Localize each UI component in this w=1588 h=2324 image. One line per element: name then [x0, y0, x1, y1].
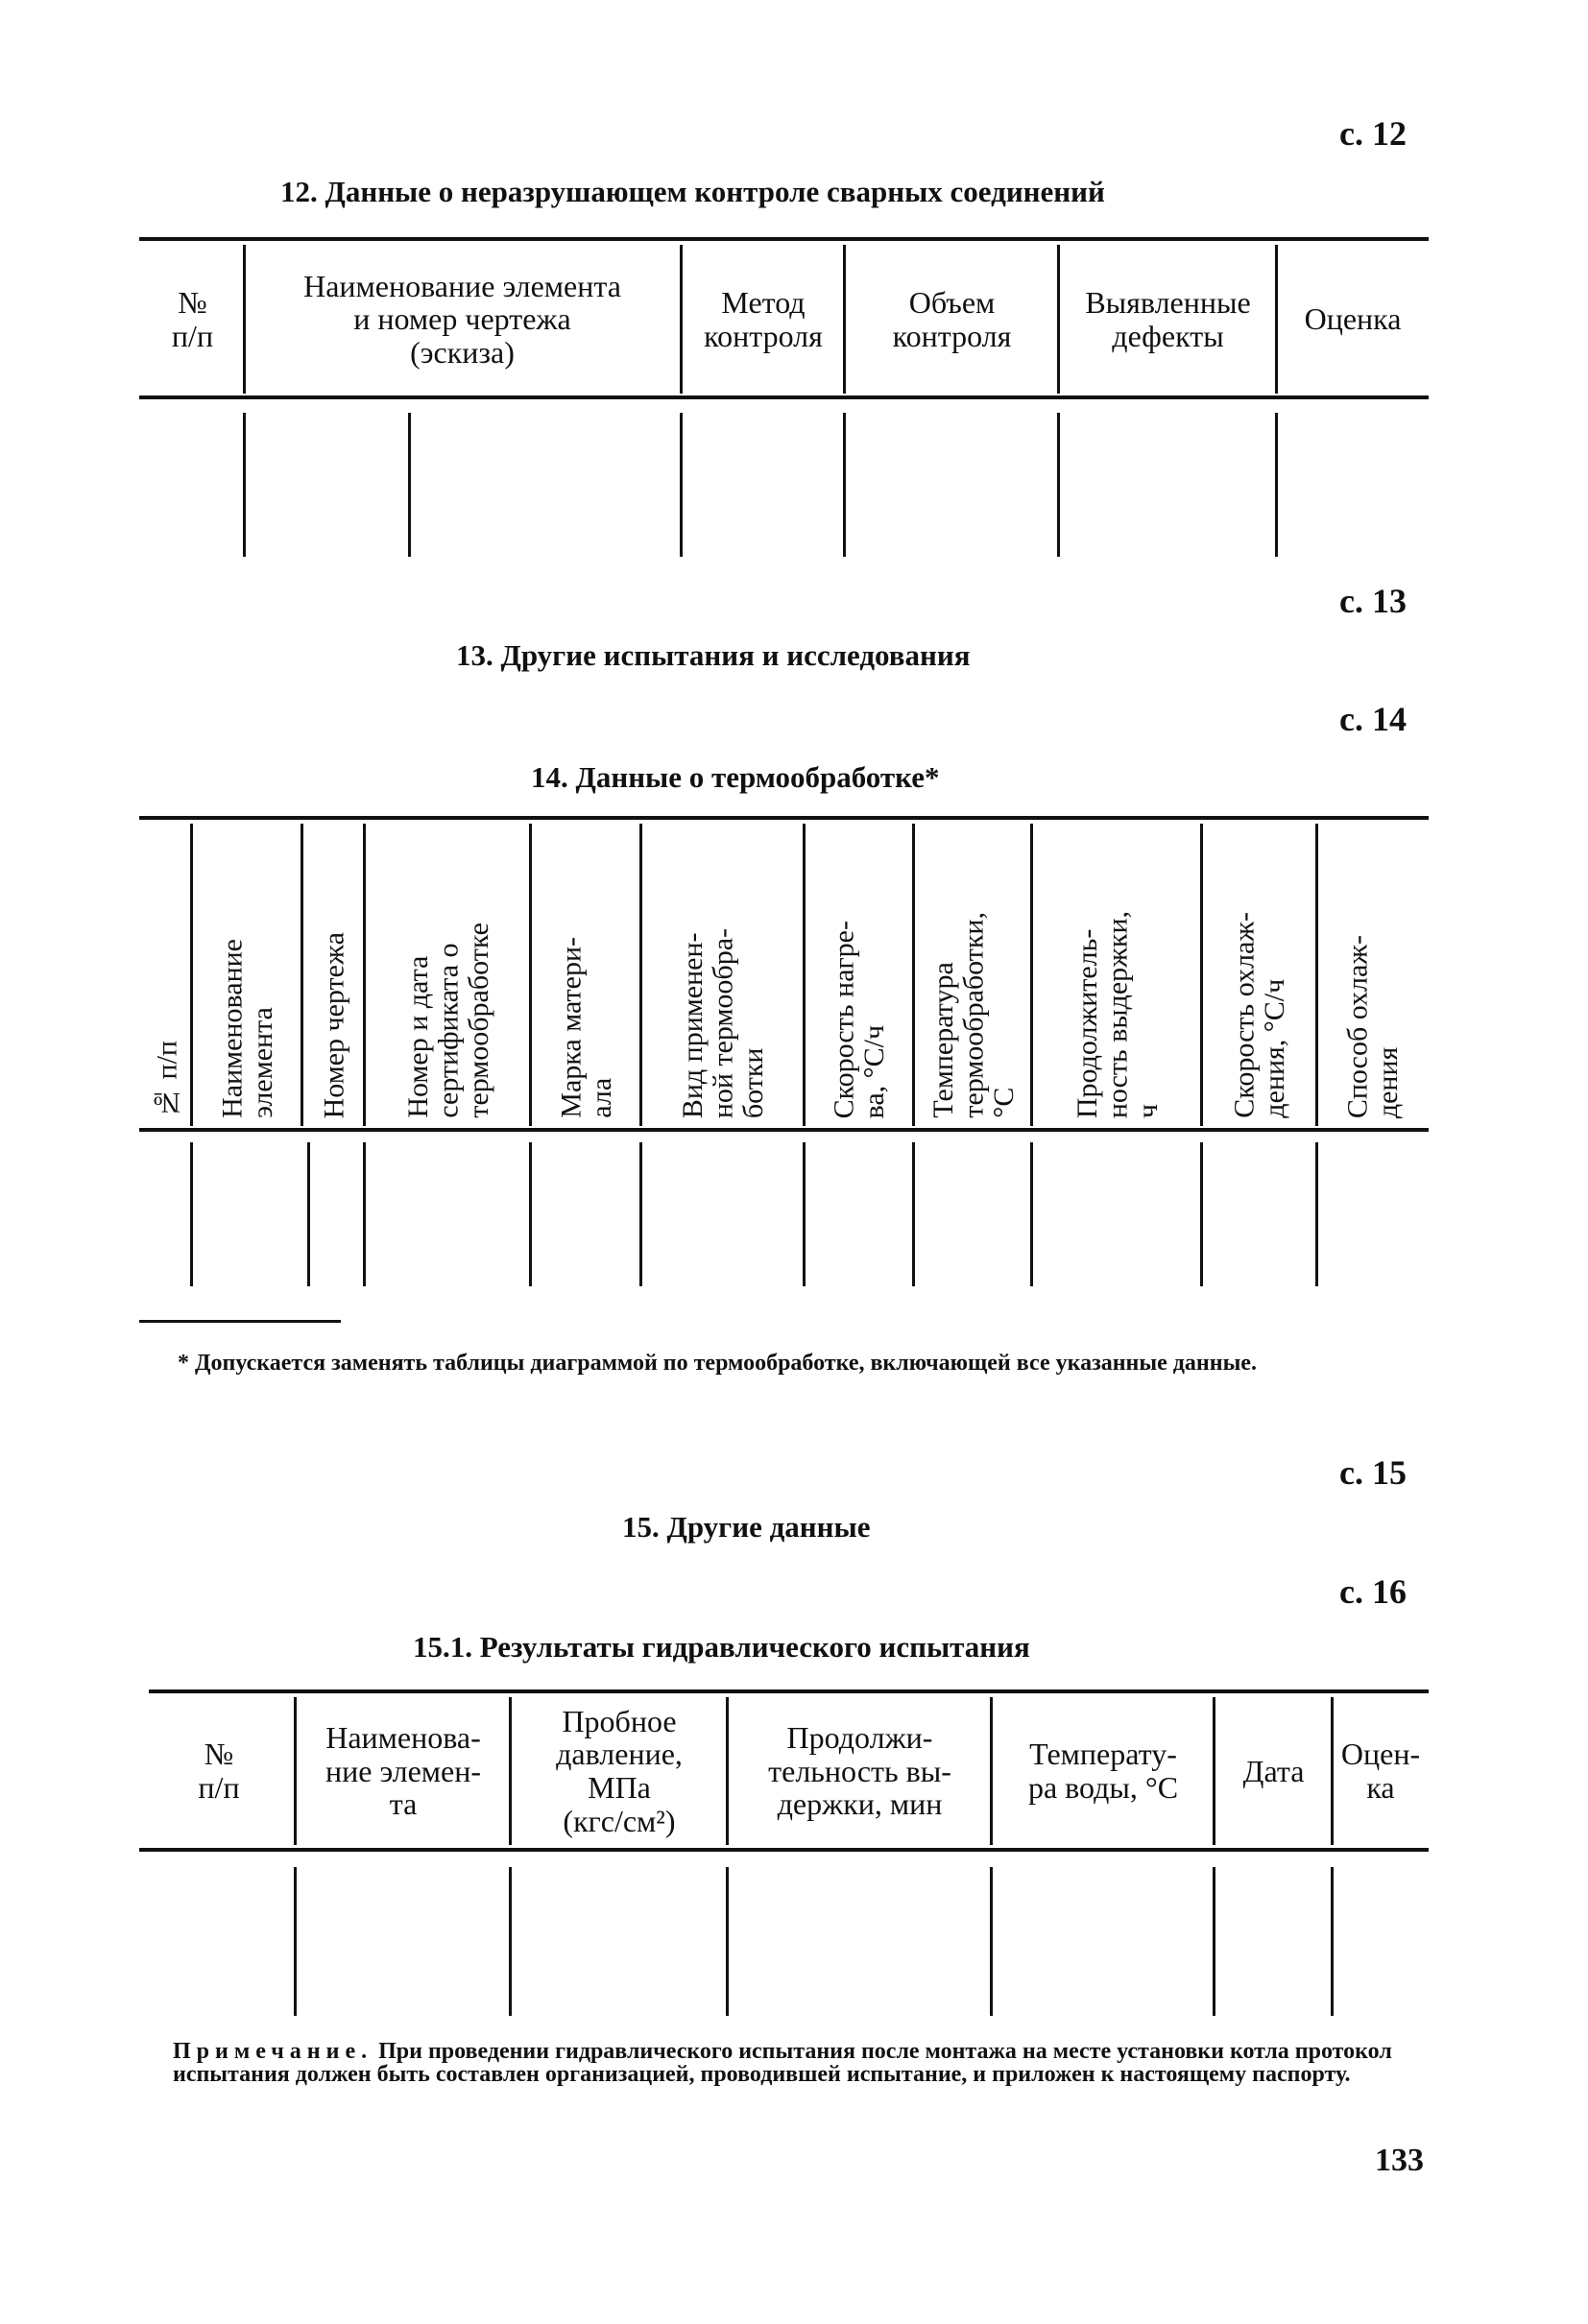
t12-body-divider [243, 413, 246, 557]
t14-header-label: Скорость нагре- ва, °С/ч [828, 920, 890, 1118]
t12-header-cell: Наименование элемента и номер чертежа (эскиза) [303, 268, 621, 370]
t14-body-divider [912, 1142, 915, 1286]
t14-header-cell [1032, 824, 1202, 1126]
t14-header-label: № п/п [151, 1041, 183, 1118]
t14-header-cell [365, 824, 531, 1126]
note-label: Примечание. [173, 2039, 373, 2064]
note [173, 2040, 1421, 2086]
page-ref-13: с. 13 [1339, 582, 1407, 620]
t151-body-divider [726, 1867, 729, 2016]
t151-header-cell: Продолжи- тельность вы- держки, мин [768, 1720, 951, 1822]
t12-header-cell: Объем контроля [892, 284, 1012, 353]
t14-header-cell [805, 824, 914, 1126]
t14-header-cell [1202, 824, 1317, 1126]
t14-header-label: Номер чертежа [317, 931, 349, 1118]
section-13-title: 13. Другие испытания и исследования [456, 638, 971, 672]
table-14-header-rule [139, 1128, 1429, 1132]
t14-body-divider [307, 1142, 310, 1286]
section-15-title: 15. Другие данные [622, 1510, 871, 1544]
t14-header-label: Температура термообработки, °С [926, 912, 1020, 1118]
t14-body-divider [1030, 1142, 1033, 1286]
table-15-1-header-rule [139, 1848, 1429, 1852]
section-12-title: 12. Данные о неразрушающем контроле сварных соединений [280, 175, 1105, 208]
t151-body-divider [1213, 1867, 1215, 2016]
t14-header-label: Наименование элемента [216, 939, 278, 1118]
t14-header-cell [192, 824, 302, 1126]
t14-body-divider [1200, 1142, 1203, 1286]
page-number: 133 [1375, 2143, 1424, 2178]
page-ref-12: с. 12 [1339, 114, 1407, 153]
note-text: При проведении гидравлического испытания после монтажа на месте установки котла протокол испытания должен быть составлен организацией, проводившей испытание, и приложен к настоящему паспорту. [173, 2039, 1392, 2087]
t12-body-divider [1275, 413, 1278, 557]
t14-header-cell [142, 824, 192, 1126]
section-14-title: 14. Данные о термообработке* [531, 760, 940, 794]
t12-header-cell: № п/п [171, 284, 214, 353]
page-ref-15: с. 15 [1339, 1453, 1407, 1492]
t151-header-cell: Оцен- ка [1340, 1737, 1421, 1805]
t14-header-label: Вид применен- ной термообра- ботки [676, 927, 769, 1118]
t12-body-divider [843, 413, 846, 557]
t14-body-divider [803, 1142, 806, 1286]
footnote: * Допускается заменять таблицы диаграммой по термообработке, включающей все указанные данные. [178, 1351, 1257, 1376]
t14-header-label: Скорость охлаж- дения, °С/ч [1228, 912, 1290, 1118]
t14-header-label: Номер и дата сертификата о термообработке [401, 922, 494, 1118]
t151-body-divider [509, 1867, 512, 2016]
t14-body-divider [529, 1142, 532, 1286]
t14-header-cell [914, 824, 1032, 1126]
t12-body-divider [408, 413, 411, 557]
t14-body-divider [639, 1142, 642, 1286]
t151-header-cell: Температу- ра воды, °С [1027, 1737, 1179, 1805]
t151-body-divider [1331, 1867, 1334, 2016]
t151-body-divider [990, 1867, 993, 2016]
t151-header-cell: Дата [1242, 1753, 1305, 1788]
t151-header-cell: Наименова- ние элемен- та [325, 1720, 481, 1822]
t14-header-label: Продолжитель- ность выдержки, ч [1071, 910, 1164, 1118]
page-ref-14: с. 14 [1339, 700, 1407, 738]
t12-body-divider [1057, 413, 1060, 557]
table-14-top-rule [139, 816, 1429, 820]
t12-header-cell: Метод контроля [704, 284, 823, 353]
t14-body-divider [363, 1142, 366, 1286]
footnote-separator [139, 1320, 341, 1323]
table-12-top-rule [139, 237, 1429, 241]
section-15-1-title: 15.1. Результаты гидравлического испытания [413, 1630, 1030, 1664]
t14-header-label: Способ охлаж- дения [1341, 934, 1404, 1118]
t151-body-divider [294, 1867, 297, 2016]
t14-header-cell [1317, 824, 1429, 1126]
t14-header-cell [641, 824, 805, 1126]
t14-header-cell [531, 824, 641, 1126]
t14-body-divider [1315, 1142, 1318, 1286]
t12-body-divider [680, 413, 683, 557]
table-15-1-top-rule [149, 1689, 1429, 1693]
table-12-header-rule [139, 395, 1429, 399]
t14-header-label: Марка матери- ала [555, 937, 617, 1118]
t12-header-cell: Выявленные дефекты [1085, 284, 1251, 353]
t14-body-divider [190, 1142, 193, 1286]
page-ref-16: с. 16 [1339, 1572, 1407, 1611]
t12-header-cell: Оценка [1304, 301, 1402, 337]
t14-header-cell [302, 824, 365, 1126]
t151-header-cell: № п/п [198, 1737, 240, 1805]
t151-header-cell: Пробное давление, МПа (кгс/см²) [556, 1703, 683, 1838]
